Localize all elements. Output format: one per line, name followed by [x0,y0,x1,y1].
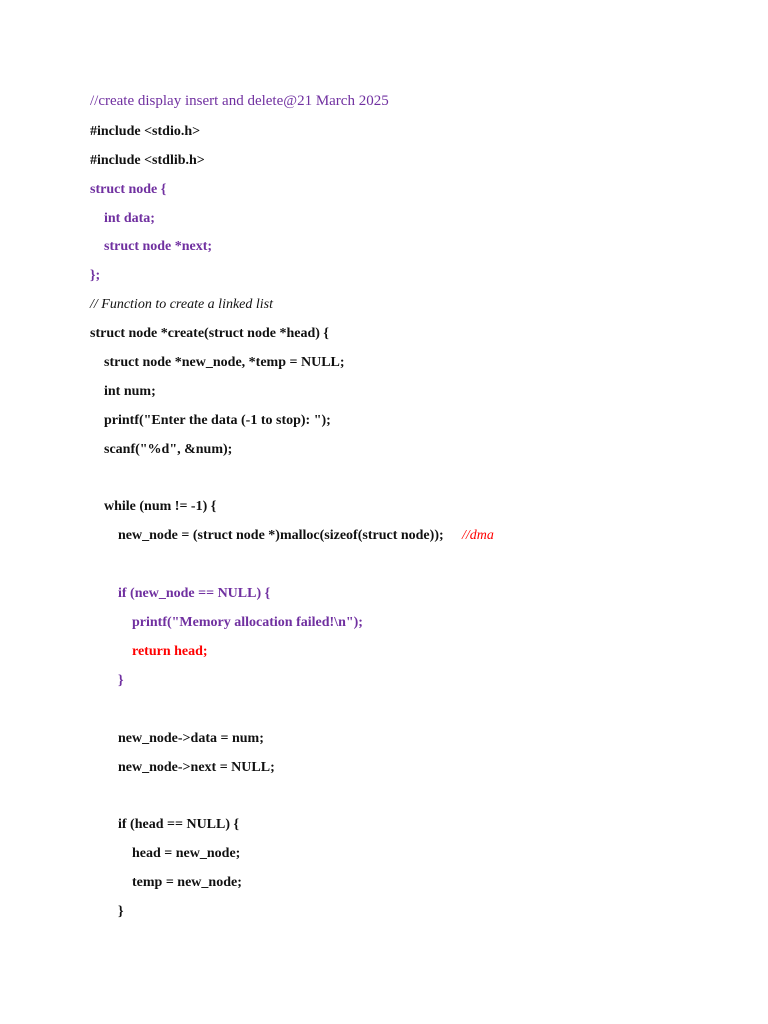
code-line-if-null-check: if (new_node == NULL) { [118,586,271,601]
code-line-printf-failed: printf("Memory allocation failed!\n"); [132,615,363,630]
code-line-struct-node-next: struct node *next; [104,239,213,254]
code-line-printf-prompt: printf("Enter the data (-1 to stop): "); [104,413,331,428]
code-line-create-signature: struct node *create(struct node *head) { [90,326,329,341]
code-line-include-stdlib: #include <stdlib.h> [90,153,205,168]
code-line-temp-assign: temp = new_node; [132,875,242,890]
code-line-assign-data: new_node->data = num; [118,731,264,746]
code-line-struct-close: }; [90,268,101,283]
code-line-if-head-null: if (head == NULL) { [118,817,240,832]
code-line-head-assign: head = new_node; [132,846,241,861]
code-line-include-stdio: #include <stdio.h> [90,124,201,139]
code-line-int-num: int num; [104,384,156,399]
code-line-malloc: new_node = (struct node *)malloc(sizeof(struct node)); [118,528,444,543]
document-title-comment: //create display insert and delete@21 March 2025 [90,93,389,109]
code-line-scanf: scanf("%d", &num); [104,442,233,457]
code-line-struct-node-open: struct node { [90,182,167,197]
code-line-int-data: int data; [104,211,155,226]
code-line-if-head-close: } [118,904,124,919]
code-comment-create-function: // Function to create a linked list [90,297,273,312]
code-line-return-head: return head; [132,644,208,659]
code-line-declare-pointers: struct node *new_node, *temp = NULL; [104,355,345,370]
code-comment-dma: //dma [462,528,494,543]
code-line-assign-next: new_node->next = NULL; [118,760,275,775]
code-line-while: while (num != -1) { [104,499,217,514]
code-line-if-close: } [118,673,124,688]
